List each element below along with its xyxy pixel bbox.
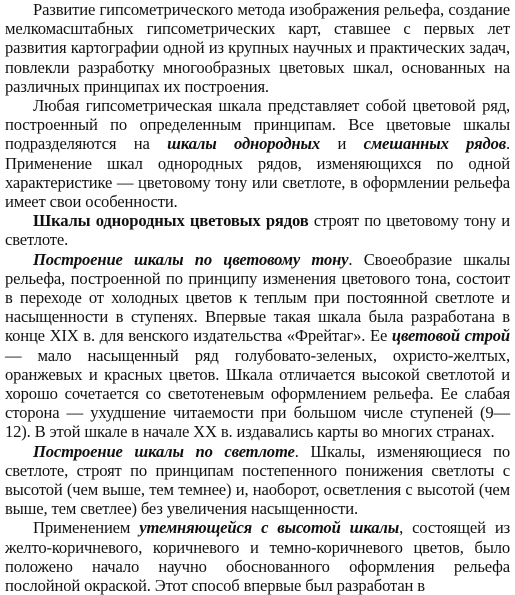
- paragraph-text: . Шкалы, изменяющиеся по светлоте, строят по принципам постепенного понижения светлоты с высотой (чем выше, тем темнее) и, наоборот, осветления с высотой (чем выше, тем светлее) без увеличения насыщенности.: [5, 441, 510, 519]
- paragraph-homogeneous: [5, 211, 510, 249]
- emphasis-term: цветовой строй: [391, 326, 510, 346]
- paragraph-text: Применением: [33, 518, 140, 538]
- paragraph-lightness-scale: [5, 442, 510, 519]
- paragraph-text: — мало насыщенный ряд голубовато-зеленых, охристо-желтых, оранжевых и красных цветов. Шкала отличается высокой светлотой и хорошо сочетается со светотеневым оформлением рельефа. Ее слабая сторона — ухудшение читаемости при большом числе ступеней (9—12). В этой шкале в начале XX в. издавались карты во многих странах.: [5, 345, 510, 442]
- emphasis-term: утемняющейся с высотой шкалы: [139, 518, 400, 538]
- paragraph-text: . Применение шкал однородных рядов, изменяющихся по одной характеристике — цветовому тону или светлоте, в оформлении рельефа имеет свои особенности.: [5, 134, 511, 212]
- paragraph-scale-types: [5, 96, 510, 211]
- paragraph-darkening-scale: [5, 518, 510, 595]
- paragraph-text: и: [319, 134, 364, 154]
- paragraph-text: Развитие гипсометрического метода изображения рельефа, создание мелкомасштабных гипсометрических карт, ставшее с первых лет развития картографии одной из крупных научных и практических задач, повлекли разработку многообразных цветовых шкал, основанных на различных принципах их построения.: [5, 0, 510, 96]
- emphasis-term: шкалы однородных: [167, 134, 320, 154]
- emphasis-term: смешанных рядов: [363, 134, 507, 154]
- emphasis-term: Построение шкалы по светлоте: [33, 441, 295, 461]
- bold-heading: Шкалы однородных цветовых рядов: [33, 211, 309, 231]
- paragraph-text: строят по цветовому тону и светлоте.: [5, 211, 510, 250]
- paragraph-text: Любая гипсометрическая шкала представляет собой цветовой ряд, построенный по определенным принципам. Все цветовые шкалы подразделяются на: [5, 96, 510, 154]
- emphasis-term: Построение шкалы по цветовому тону: [33, 249, 349, 269]
- paragraph-text: . Своеобразие шкалы рельефа, построенной по принципу изменения цветового тона, состоит в переходе от холодных цветов к теплым при постоянной светлоте и насыщенности в ступенях. Впервые такая шкала была разработана в конце XIX в. для венского издательства «Фрейтаг». Ее: [5, 249, 510, 346]
- paragraph-hue-scale: [5, 250, 510, 442]
- paragraph-text: , состоящей из желто-коричневого, коричневого и темно-коричневого цветов, было положено начало научно обоснованного оформления рельефа послойной окраской. Этот способ впервые был разработан в: [5, 518, 511, 595]
- paragraph-intro: [5, 0, 510, 96]
